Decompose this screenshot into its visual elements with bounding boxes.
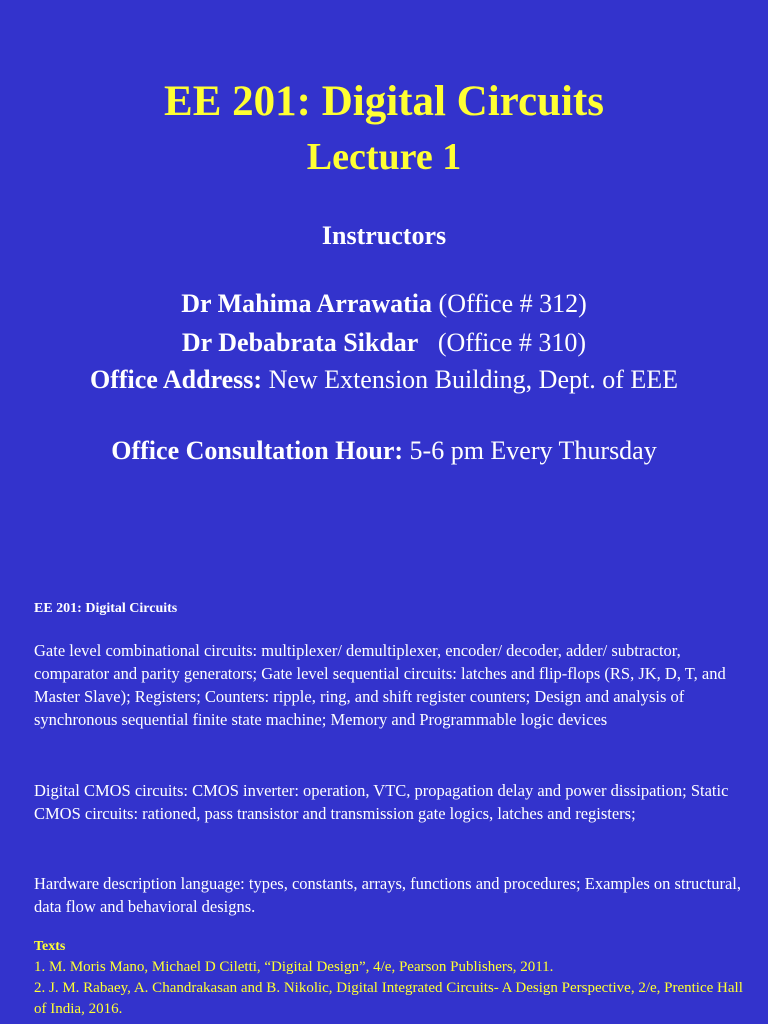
consultation-label: Office Consultation Hour: — [111, 436, 404, 465]
consultation-hour — [0, 435, 768, 467]
instructor-2-office: (Office # 310) — [437, 328, 587, 357]
texts-heading: Texts — [34, 939, 66, 954]
office-address-value: New Extension Building, Dept. of EEE — [268, 365, 679, 394]
office-address-label: Office Address: — [89, 365, 263, 394]
instructor-2-name: Dr Debabrata Sikdar — [181, 328, 419, 357]
lecture-subtitle: Lecture 1 — [306, 136, 462, 178]
instructor-1-name: Dr Mahima Arrawatia — [181, 289, 433, 318]
page-title: EE 201: Digital Circuits — [164, 78, 604, 125]
texts-list — [34, 957, 744, 1020]
consultation-value: 5-6 pm Every Thursday — [409, 436, 657, 465]
syllabus-paragraph: Gate level combinational circuits: multiplexer/ demultiplexer, encoder/ decoder, adder/ subtractor, comparator and parity generators; Gate level sequential circuits: latches and flip-flops (RS, JK, D, T, and Master Slave); Registers; Counters: ripple, ring, and shift register counters; Design and analysis of synchronous sequential finite state machine; Memory and Programmable logic devices — [34, 641, 726, 729]
text-reference-1: 1. M. Moris Mano, Michael D Ciletti, “Digital Design”, 4/e, Pearson Publishers, 2011. — [34, 959, 554, 975]
text-reference-2: 2. J. M. Rabaey, A. Chandrakasan and B. Nikolic, Digital Integrated Circuits- A Design Perspective, 2/e, Prentice Hall of India, 2016. — [34, 980, 743, 1017]
instructor-2 — [0, 327, 768, 359]
syllabus-heading: EE 201: Digital Circuits — [34, 601, 178, 616]
instructors-heading: Instructors — [321, 221, 447, 250]
syllabus-paragraph: Digital CMOS circuits: CMOS inverter: operation, VTC, propagation delay and power dissipation; Static CMOS circuits: rationed, pass transistor and transmission gate logics, latches and registers; — [34, 781, 729, 823]
instructor-1-office: (Office # 312) — [438, 289, 587, 318]
syllabus-paragraph: Hardware description language: types, constants, arrays, functions and procedures; Examples on structural, data flow and behavioral designs. — [34, 874, 741, 916]
office-address — [0, 364, 768, 396]
instructor-1 — [0, 288, 768, 320]
